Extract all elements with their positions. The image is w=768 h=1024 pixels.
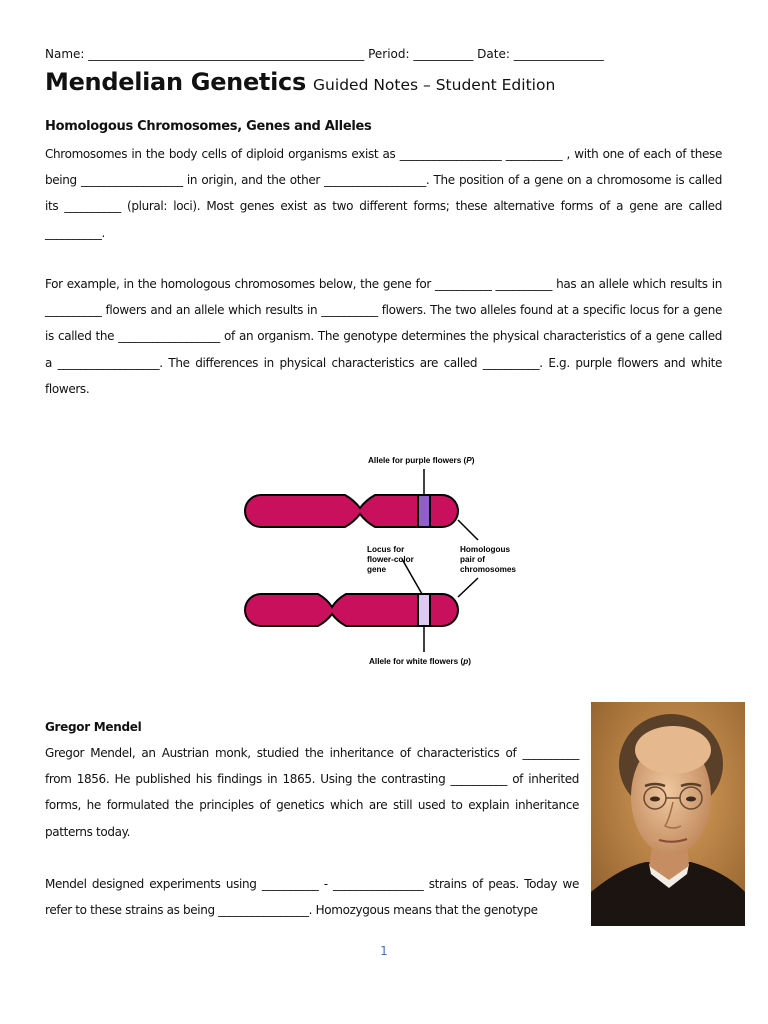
label-homologous-pair: Homologous pair of chromosomes bbox=[460, 545, 516, 574]
pointer-homologous-top bbox=[458, 520, 478, 540]
title-subtitle: Guided Notes – Student Edition bbox=[313, 76, 556, 94]
paragraph-mendel-experiments: Mendel designed experiments using __________ - ________________ strains of peas. Today we refer to these strains as being ________________. Homozygous means that the genotype bbox=[45, 877, 579, 918]
homologous-chromosomes-diagram bbox=[232, 442, 544, 680]
student-info-line: Name: ______________________________________________ Period: __________ Date: _______________ bbox=[45, 47, 604, 61]
label-purple-allele: Allele for purple flowers (P) bbox=[368, 456, 475, 465]
allele-band-white bbox=[418, 594, 430, 626]
page-number: 1 bbox=[380, 944, 388, 958]
allele-band-purple bbox=[418, 495, 430, 527]
title-main: Mendelian Genetics bbox=[45, 68, 306, 96]
paragraph-chromosomes: Chromosomes in the body cells of diploid organisms exist as __________________ __________ , with one of each of these being __________________ in origin, and the other __________________. The position of a gene on a chromosome is called its __________ (plural: loci). Most genes exist as two different forms; these alternative forms of a gene are called __________. bbox=[45, 147, 722, 240]
pointer-locus bbox=[402, 559, 422, 594]
section-heading-homologous: Homologous Chromosomes, Genes and Alleles bbox=[45, 119, 372, 134]
section-heading-gregor-mendel: Gregor Mendel bbox=[45, 720, 142, 734]
gregor-mendel-portrait bbox=[591, 702, 745, 926]
label-locus: Locus for flower-color gene bbox=[367, 545, 414, 574]
pointer-homologous-bottom bbox=[458, 578, 478, 597]
paragraph-gregor-mendel: Gregor Mendel, an Austrian monk, studied the inheritance of characteristics of __________ from 1856. He published his findings in 1865. Using the contrasting __________ of inherited forms, he formulated the principles of genetics which are still used to explain inheritance patterns today. bbox=[45, 746, 579, 839]
label-white-allele: Allele for white flowers (p) bbox=[369, 657, 471, 666]
document-title bbox=[45, 68, 555, 96]
paragraph-example: For example, in the homologous chromosomes below, the gene for __________ __________ has an allele which results in __________ flowers and an allele which results in __________ flowers. The two alleles found at a specific locus for a gene is called the __________________ of an organism. The genotype determines the physical characteristics of a gene called a __________________. The differences in physical characteristics are called __________. E.g. purple flowers and white flowers. bbox=[45, 277, 722, 396]
